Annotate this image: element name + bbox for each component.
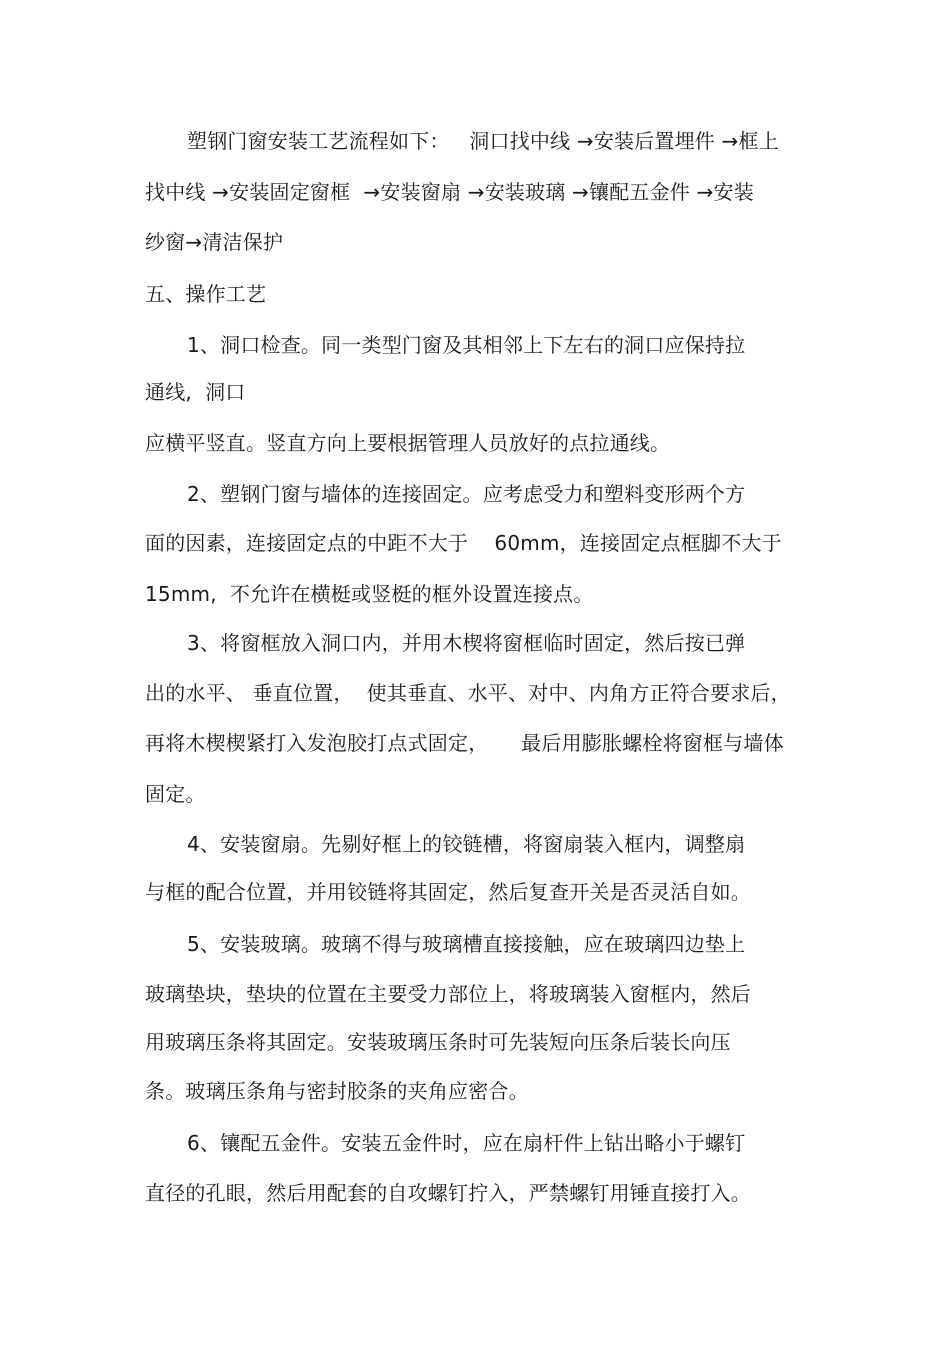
text-line-18: 玻璃垫块，垫块的位置在主要受力部位上，将玻璃装入窗框内，然后 (145, 982, 751, 1006)
text-line-15: 4、安装窗扇。先剔好框上的铰链槽，将窗扇装入框内，调整扇 (187, 832, 746, 856)
text-line-9: 面的因素，连接固定点的中距不大于 60mm，连接固定点框脚不大于 (145, 531, 782, 555)
section-heading: 五、操作工艺 (145, 282, 267, 306)
text-line-22: 直径的孔眼，然后用配套的自攻螺钉拧入，严禁螺钉用锤直接打入。 (145, 1181, 751, 1205)
text-line-16: 与框的配合位置，并用铰链将其固定，然后复查开关是否灵活自如。 (145, 880, 751, 904)
text-line-7: 应横平竖直。竖直方向上要根据管理人员放好的点拉通线。 (145, 431, 671, 455)
text-line-20: 条。玻璃压条角与密封胶条的夹角应密合。 (145, 1079, 529, 1103)
text-line-19: 用玻璃压条将其固定。安装玻璃压条时可先装短向压条后装长向压 (145, 1030, 731, 1054)
text-line-11: 3、将窗框放入洞口内，并用木楔将窗框临时固定，然后按已弹 (187, 631, 746, 655)
text-line-6: 通线, 洞口 (145, 380, 246, 404)
text-line-2: 找中线 →安装固定窗框 →安装窗扇 →安装玻璃 →镶配五金件 →安装 (145, 180, 754, 204)
text-line-13: 再将木楔楔紧打入发泡胶打点式固定， 最后用膨胀螺栓将窗框与墙体 (145, 731, 784, 755)
text-line-17: 5、安装玻璃。玻璃不得与玻璃槽直接接触，应在玻璃四边垫上 (187, 932, 746, 956)
text-line-5: 1、洞口检查。同一类型门窗及其相邻上下左右的洞口应保持拉 (187, 333, 746, 357)
text-line-1: 塑钢门窗安装工艺流程如下： 洞口找中线 →安装后置埋件 →框上 (187, 129, 779, 153)
text-line-12: 出的水平、 垂直位置， 使其垂直、水平、对中、内角方正符合要求后， (145, 681, 791, 705)
text-line-14: 固定。 (145, 782, 206, 806)
text-line-21: 6、镶配五金件。安装五金件时，应在扇杆件上钻出略小于螺钉 (187, 1131, 746, 1155)
text-line-10: 15mm, 不允许在横梃或竖梃的框外设置连接点。 (145, 582, 594, 606)
text-line-8: 2、塑钢门窗与墙体的连接固定。应考虑受力和塑料变形两个方 (187, 482, 746, 506)
text-line-3: 纱窗→清洁保护 (145, 230, 284, 254)
